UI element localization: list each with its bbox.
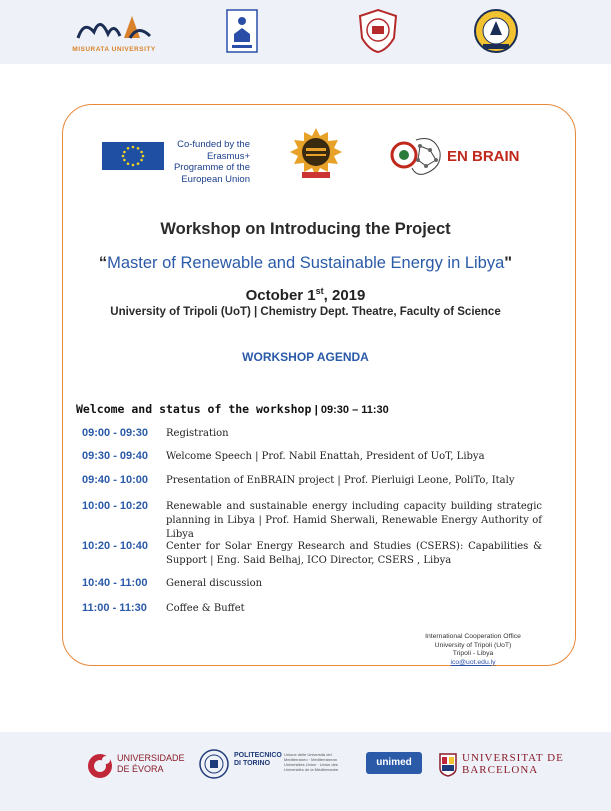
close-quote: " [504,254,513,272]
workshop-date [0,286,611,304]
misurata-university-logo [70,6,158,56]
enbrain-logo [390,132,444,183]
barcelona-text [462,752,564,776]
barcelona-shield-icon [438,752,458,778]
agenda-desc: Coffee & Buffet [166,603,245,614]
agenda-heading: WORKSHOP AGENDA [242,350,369,364]
evora-logo [86,752,114,785]
agenda-desc: Renewable and sustainable energy including capacity building strategic planning in Libya | Prof. Hamid Sherwali, Renewable Energy Authority of Libya [166,501,542,540]
university-seal-3 [356,6,400,56]
agenda-time: 10:00 - 10:20 [82,500,149,512]
university-logo-2 [222,6,262,56]
uot-logo [288,126,344,187]
polito-logo [198,748,230,785]
misurata-emblem-icon [74,10,154,46]
workshop-title: Workshop on Introducing the Project [160,220,451,238]
brain-icon [390,132,444,178]
unimed-description: Unione delle Università del Mediterraneo · Mediterranean Universities Union · Union des Universités de la Méditerranée [284,752,339,772]
eu-stars-icon [102,142,164,170]
date-suffix-sup: st [315,286,324,296]
contact-city: Tripoli - Libya [452,650,494,658]
polito-line1: POLITECNICO [234,752,282,759]
evora-emblem-icon [86,752,114,780]
date-prefix: October 1 [245,287,316,304]
agenda-desc: Welcome Speech | Prof. Nabil Enattah, President of UoT, Libya [166,451,485,462]
book-emblem-icon [225,8,259,54]
evora-text [117,753,185,775]
misurata-name: MISURATA UNIVERSITY [72,45,156,53]
project-title [0,254,611,273]
contact-office: International Cooperation Office [425,633,521,640]
university-logo-4 [472,6,520,56]
welcome-label: Welcome and status of the workshop [76,402,312,416]
project-title-text: Master of Renewable and Sustainable Energy in Libya [107,254,505,272]
date-year: , 2019 [323,287,366,304]
agenda-desc: Center for Solar Energy Research and Studies (CSERS): Capabilities & Support | Eng. Said Belhaj, ICO Director, CSERS , Libya [166,541,542,566]
open-quote: “ [98,254,108,272]
evora-line2: DE ÉVORA [117,764,164,774]
barcelona-logo [438,752,458,783]
welcome-line [76,402,389,416]
polito-text [234,752,282,768]
enbrain-name: EN BRAIN [447,148,520,165]
contact-email-link[interactable]: ico@uot.edu.ly [450,658,496,666]
agenda-time: 09:40 - 10:00 [82,474,149,486]
agenda-desc: Presentation of EnBRAIN project | Prof. Pierluigi Leone, PoliTo, Italy [166,475,515,486]
contact-university: University of Tripoli (UoT) [434,641,512,649]
agenda-time: 10:20 - 10:40 [82,540,149,552]
polito-line2: DI TORINO [234,760,271,767]
agenda-time: 09:00 - 09:30 [82,427,149,439]
agenda-time: 09:30 - 09:40 [82,450,149,462]
round-emblem-icon [473,8,519,54]
polito-seal-icon [198,748,230,780]
shield-seal-icon [357,8,399,54]
eu-flag [102,142,164,170]
workshop-venue: University of Tripoli (UoT) | Chemistry Dept. Theatre, Faculty of Science [110,306,501,318]
agenda-desc: Registration [166,428,229,439]
barcelona-line1: UNIVERSITAT DE [462,752,564,764]
evora-line1: UNIVERSIDADE [117,753,185,763]
agenda-desc: General discussion [166,578,263,589]
agenda-time: 11:00 - 11:30 [82,602,147,614]
eu-cofunded-text: Co-funded by the Erasmus+ Programme of the European Union [173,139,250,185]
contact-block [408,633,538,667]
agenda-time: 10:40 - 11:00 [82,577,148,589]
unimed-logo: unimed [366,752,422,774]
welcome-time: | 09:30 – 11:30 [314,404,389,416]
uot-emblem-icon [288,126,344,182]
barcelona-line2: BARCELONA [462,764,539,776]
